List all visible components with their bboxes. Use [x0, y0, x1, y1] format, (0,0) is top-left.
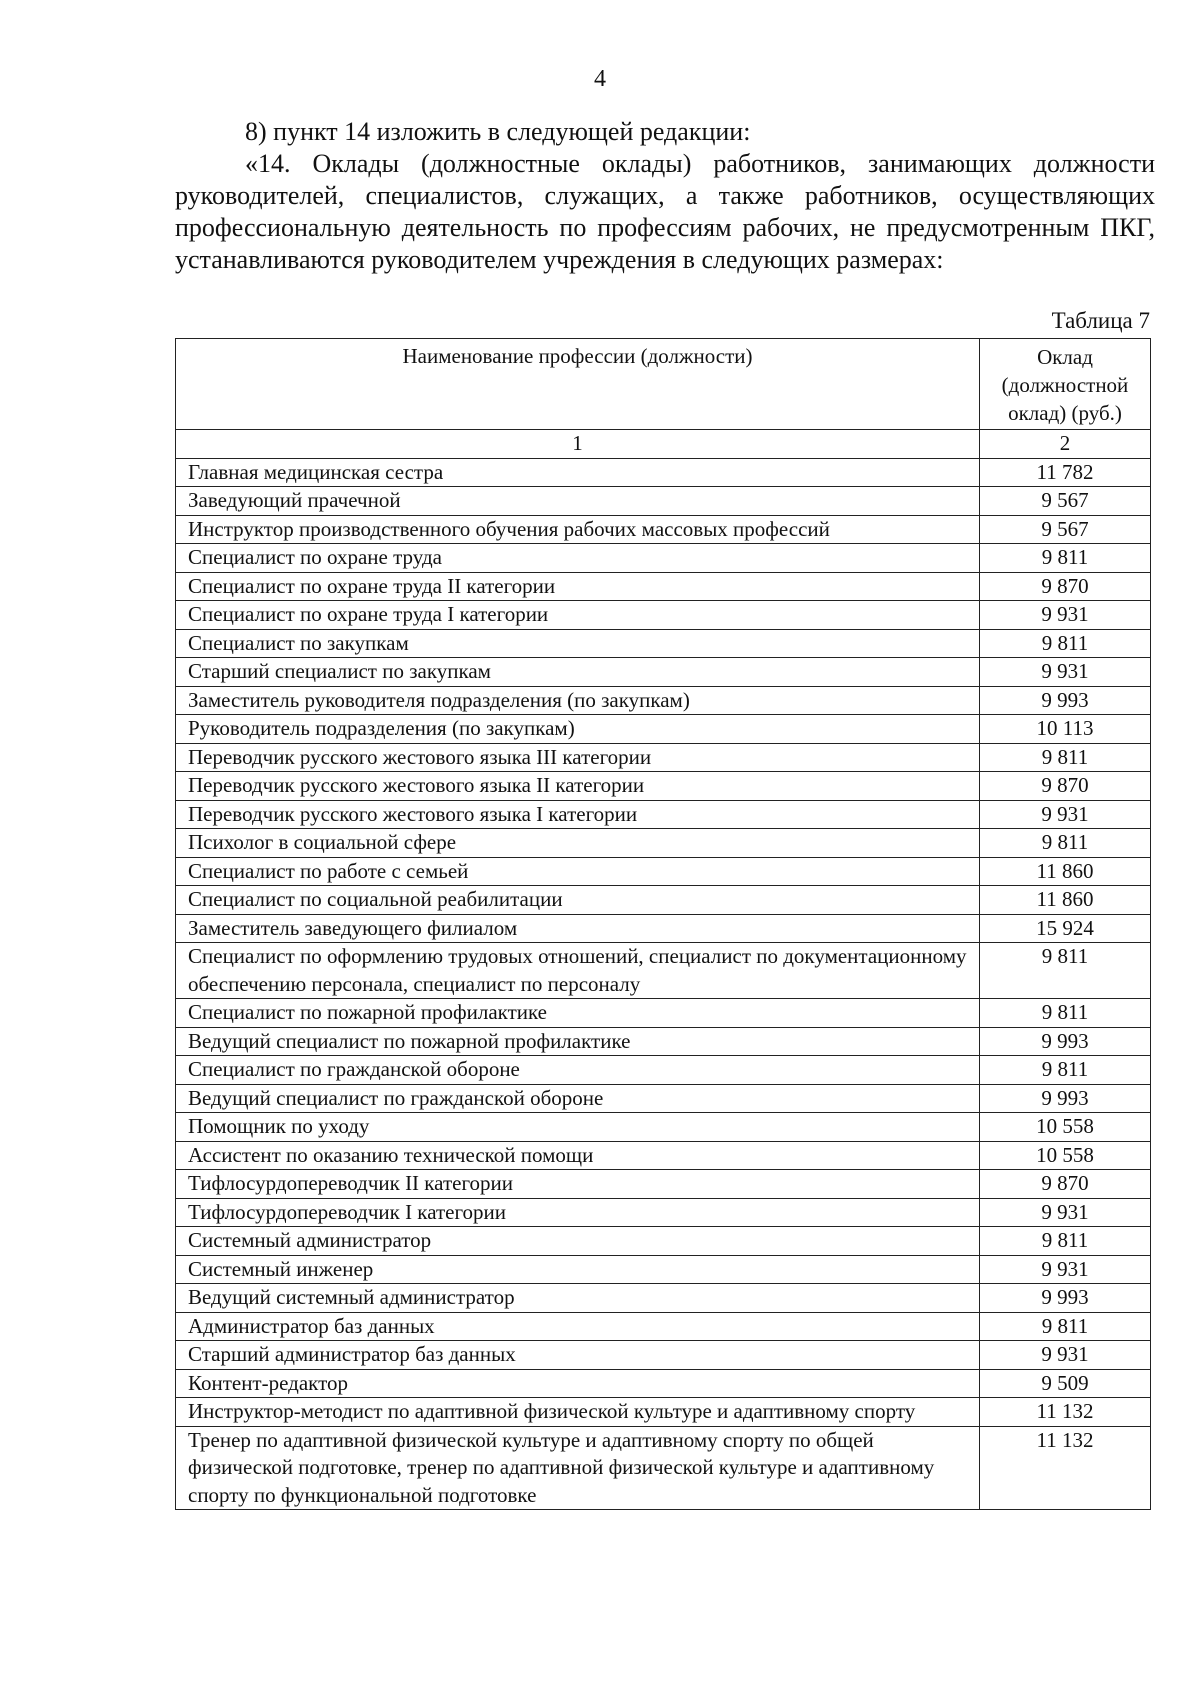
salary-cell: 10 558: [980, 1113, 1151, 1142]
table-row: [176, 686, 1151, 715]
salary-cell: 9 811: [980, 1312, 1151, 1341]
profession-name-cell: Системный инженер: [176, 1255, 980, 1284]
profession-name-cell: Руководитель подразделения (по закупкам): [176, 715, 980, 744]
profession-name-cell: Специалист по охране труда II категории: [176, 572, 980, 601]
header-salary: Оклад (должностной оклад) (руб.): [980, 339, 1151, 430]
profession-name-cell: Тифлосурдопереводчик I категории: [176, 1198, 980, 1227]
table-row: [176, 1426, 1151, 1510]
salary-cell: 9 931: [980, 1341, 1151, 1370]
salary-cell: 9 509: [980, 1369, 1151, 1398]
salary-cell: 9 811: [980, 629, 1151, 658]
profession-name-cell: Старший специалист по закупкам: [176, 658, 980, 687]
salary-cell: 9 811: [980, 743, 1151, 772]
table-row: [176, 515, 1151, 544]
table-row: [176, 1341, 1151, 1370]
salary-cell: 11 860: [980, 857, 1151, 886]
salary-cell: 9 870: [980, 572, 1151, 601]
table-row: [176, 1255, 1151, 1284]
column-number-row: [176, 430, 1151, 459]
column-number-1: 1: [176, 430, 980, 459]
salary-cell: 9 811: [980, 829, 1151, 858]
table-row: [176, 772, 1151, 801]
salary-cell: 9 993: [980, 1027, 1151, 1056]
profession-name-cell: Переводчик русского жестового языка II категории: [176, 772, 980, 801]
document-body: [175, 116, 1155, 276]
profession-name-cell: Главная медицинская сестра: [176, 458, 980, 487]
salary-cell: 15 924: [980, 914, 1151, 943]
profession-name-cell: Инструктор-методист по адаптивной физической культуре и адаптивному спорту: [176, 1398, 980, 1427]
salary-cell: 9 811: [980, 1227, 1151, 1256]
table-row: [176, 658, 1151, 687]
table-row: [176, 1027, 1151, 1056]
profession-name-cell: Переводчик русского жестового языка III категории: [176, 743, 980, 772]
profession-name-cell: Ведущий специалист по пожарной профилактике: [176, 1027, 980, 1056]
table-row: [176, 1398, 1151, 1427]
table-row: [176, 886, 1151, 915]
table-row: [176, 743, 1151, 772]
salary-cell: 9 811: [980, 943, 1151, 999]
profession-name-cell: Тифлосурдопереводчик II категории: [176, 1170, 980, 1199]
profession-name-cell: Заместитель руководителя подразделения (по закупкам): [176, 686, 980, 715]
table-row: [176, 829, 1151, 858]
profession-name-cell: Специалист по гражданской обороне: [176, 1056, 980, 1085]
header-profession-name: Наименование профессии (должности): [176, 339, 980, 430]
salary-cell: 10 558: [980, 1141, 1151, 1170]
profession-name-cell: Психолог в социальной сфере: [176, 829, 980, 858]
salary-table: [175, 338, 1151, 1510]
profession-name-cell: Ведущий специалист по гражданской обороне: [176, 1084, 980, 1113]
salary-cell: 10 113: [980, 715, 1151, 744]
profession-name-cell: Контент-редактор: [176, 1369, 980, 1398]
table-row: [176, 1369, 1151, 1398]
salary-cell: 9 931: [980, 800, 1151, 829]
table-row: [176, 601, 1151, 630]
table-row: [176, 1227, 1151, 1256]
table-row: [176, 1198, 1151, 1227]
table-header-row: [176, 339, 1151, 430]
table-row: [176, 943, 1151, 999]
profession-name-cell: Ведущий системный администратор: [176, 1284, 980, 1313]
profession-name-cell: Специалист по пожарной профилактике: [176, 999, 980, 1028]
amendment-item-line: 8) пункт 14 изложить в следующей редакции:: [245, 117, 751, 146]
profession-name-cell: Помощник по уходу: [176, 1113, 980, 1142]
salary-cell: 9 993: [980, 1084, 1151, 1113]
table-row: [176, 1056, 1151, 1085]
salary-cell: 9 567: [980, 487, 1151, 516]
table-row: [176, 1284, 1151, 1313]
table-row: [176, 544, 1151, 573]
table-row: [176, 914, 1151, 943]
profession-name-cell: Администратор баз данных: [176, 1312, 980, 1341]
profession-name-cell: Тренер по адаптивной физической культуре и адаптивному спорту по общей физической подготовке, тренер по адаптивной физической культуре и адаптивному спорту по функциональной подготовке: [176, 1426, 980, 1510]
salary-cell: 9 811: [980, 1056, 1151, 1085]
table-row: [176, 1113, 1151, 1142]
salary-cell: 9 931: [980, 658, 1151, 687]
profession-name-cell: Системный администратор: [176, 1227, 980, 1256]
page-number: 4: [594, 66, 606, 92]
profession-name-cell: Специалист по закупкам: [176, 629, 980, 658]
salary-cell: 9 870: [980, 772, 1151, 801]
table-row: [176, 1141, 1151, 1170]
salary-cell: 11 782: [980, 458, 1151, 487]
table-row: [176, 572, 1151, 601]
profession-name-cell: Специалист по оформлению трудовых отношений, специалист по документационному обеспечению персонала, специалист по персоналу: [176, 943, 980, 999]
profession-name-cell: Специалист по охране труда I категории: [176, 601, 980, 630]
salary-cell: 9 993: [980, 1284, 1151, 1313]
profession-name-cell: Специалист по охране труда: [176, 544, 980, 573]
table-row: [176, 1084, 1151, 1113]
salary-cell: 9 811: [980, 544, 1151, 573]
table-row: [176, 715, 1151, 744]
profession-name-cell: Переводчик русского жестового языка I категории: [176, 800, 980, 829]
table-row: [176, 487, 1151, 516]
table-row: [176, 1170, 1151, 1199]
profession-name-cell: Инструктор производственного обучения рабочих массовых профессий: [176, 515, 980, 544]
table-row: [176, 857, 1151, 886]
salary-cell: 9 993: [980, 686, 1151, 715]
profession-name-cell: Ассистент по оказанию технической помощи: [176, 1141, 980, 1170]
profession-name-cell: Заместитель заведующего филиалом: [176, 914, 980, 943]
profession-name-cell: Старший администратор баз данных: [176, 1341, 980, 1370]
salary-cell: 9 870: [980, 1170, 1151, 1199]
salary-cell: 11 132: [980, 1398, 1151, 1427]
amendment-item-text: «14. Оклады (должностные оклады) работников, занимающих должности руководителей, специалистов, служащих, а также работников, осуществляющих профессиональную деятельность по профессиям рабочих, не предусмотренным ПКГ, устанавливаются руководителем учреждения в следующих размерах:: [175, 149, 1155, 274]
salary-cell: 9 931: [980, 1198, 1151, 1227]
profession-name-cell: Специалист по социальной реабилитации: [176, 886, 980, 915]
table-row: [176, 1312, 1151, 1341]
salary-cell: 9 567: [980, 515, 1151, 544]
salary-cell: 11 860: [980, 886, 1151, 915]
table-row: [176, 800, 1151, 829]
profession-name-cell: Специалист по работе с семьей: [176, 857, 980, 886]
profession-name-cell: Заведующий прачечной: [176, 487, 980, 516]
table-row: [176, 629, 1151, 658]
salary-cell: 9 931: [980, 1255, 1151, 1284]
table-caption: Таблица 7: [1051, 308, 1150, 333]
salary-cell: 9 931: [980, 601, 1151, 630]
salary-cell: 11 132: [980, 1426, 1151, 1510]
salary-cell: 9 811: [980, 999, 1151, 1028]
table-row: [176, 999, 1151, 1028]
column-number-2: 2: [980, 430, 1151, 459]
table-row: [176, 458, 1151, 487]
